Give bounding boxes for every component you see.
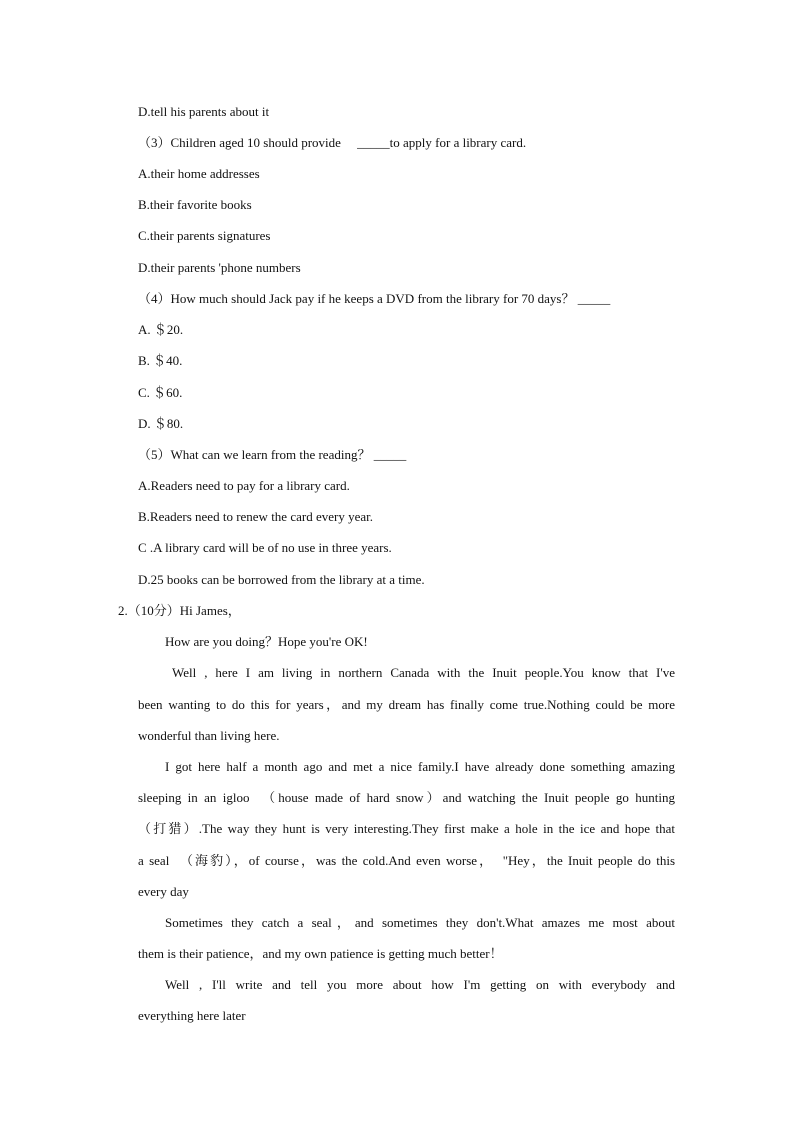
q4-stem: （4）How much should Jack pay if he keeps a DVD from the library for 70 days？ _____ (138, 291, 611, 306)
q4-option-b: B. ＄40. (138, 353, 183, 368)
p4-line-1: Well , I'll write and tell you more about how I'm getting on with everybody and (165, 977, 675, 992)
p2-line-1: I got here half a month ago and met a nice family.I have already done something amazing (165, 759, 675, 774)
q5-stem: （5）What can we learn from the reading？ _____ (138, 447, 407, 462)
p2-line-4: a seal （海豹），of course，was the cold.And even worse， "Hey，the Inuit people do this (138, 853, 675, 868)
q3-option-a: A.their home addresses (138, 166, 260, 181)
q3-option-b: B.their favorite books (138, 197, 252, 212)
q3-stem: （3）Children aged 10 should provide _____to apply for a library card. (138, 135, 527, 150)
q4-option-a: A. ＄20. (138, 322, 184, 337)
p1-line-1: Well , here I am living in northern Canada with the Inuit people.You know that I've (172, 665, 675, 680)
p3-line-2: them is their patience，and my own patience is getting much better！ (138, 946, 503, 961)
p4-line-2: everything here later (138, 1008, 246, 1023)
q3-option-d: D.their parents 'phone numbers (138, 260, 301, 275)
p2-line-5: every day (138, 884, 189, 899)
p1-line-2: been wanting to do this for years，and my dream has finally come true.Nothing could be more (138, 697, 675, 712)
letter-greeting: How are you doing？Hope you're OK! (165, 634, 368, 649)
q3-option-c: C.their parents signatures (138, 228, 271, 243)
q4-option-d: D. ＄80. (138, 416, 184, 431)
q5-option-c: C .A library card will be of no use in three years. (138, 540, 392, 555)
p3-line-1: Sometimes they catch a seal，and sometimes they don't.What amazes me most about (165, 915, 675, 930)
q5-option-b: B.Readers need to renew the card every year. (138, 509, 373, 524)
q4-option-c: C. ＄60. (138, 385, 183, 400)
q5-option-d: D.25 books can be borrowed from the library at a time. (138, 572, 425, 587)
q2-option-d: D.tell his parents about it (138, 104, 270, 119)
p1-line-3: wonderful than living here. (138, 728, 280, 743)
p2-line-3: （打猎）.The way they hunt is very interesting.They first make a hole in the ice and hope that (138, 821, 675, 836)
q5-option-a: A.Readers need to pay for a library card. (138, 478, 350, 493)
p2-line-2: sleeping in an igloo （house made of hard snow）and watching the Inuit people go hunting (138, 790, 675, 805)
section2-header: 2.（10分）Hi James， (118, 603, 241, 618)
